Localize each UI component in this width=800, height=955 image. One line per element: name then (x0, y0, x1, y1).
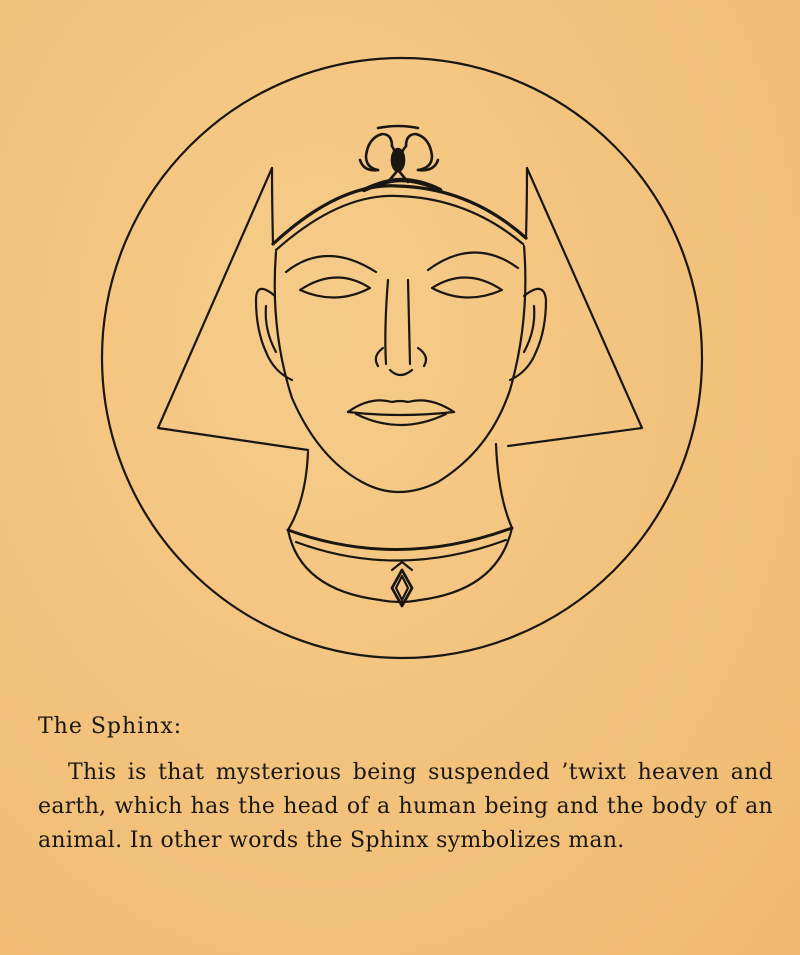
neck-left (288, 452, 308, 530)
right-nostril (418, 348, 426, 366)
collar-top-outer (288, 528, 512, 550)
left-ear-inner (266, 306, 276, 352)
left-eye (300, 277, 370, 297)
left-nostril (376, 348, 383, 366)
headdress-cap-right (526, 168, 527, 238)
caption-body: This is that mysterious being suspended ’twixt heaven and earth, which has the head of a human being and the body of an animal. In other words the Sphinx symbolizes man. (38, 760, 773, 853)
right-ear-inner (524, 306, 534, 352)
headdress-cap-left (272, 168, 273, 244)
headdress-left-flap (158, 168, 308, 450)
headdress-right-flap (508, 168, 642, 446)
right-eye (432, 277, 502, 297)
left-eyebrow (286, 256, 376, 272)
caption (38, 712, 773, 858)
headband-outer (273, 186, 526, 244)
headband-inner (276, 196, 523, 250)
uraeus-emblem (360, 126, 440, 190)
nose-left-line (385, 280, 388, 364)
nose-base (390, 370, 412, 375)
right-eyebrow (428, 252, 518, 270)
caption-title: The Sphinx: (38, 714, 183, 739)
neck-right (496, 444, 512, 528)
lip-line (348, 412, 454, 415)
pendant (392, 562, 412, 606)
upper-lip (348, 400, 454, 412)
nose-right-line (408, 280, 410, 364)
